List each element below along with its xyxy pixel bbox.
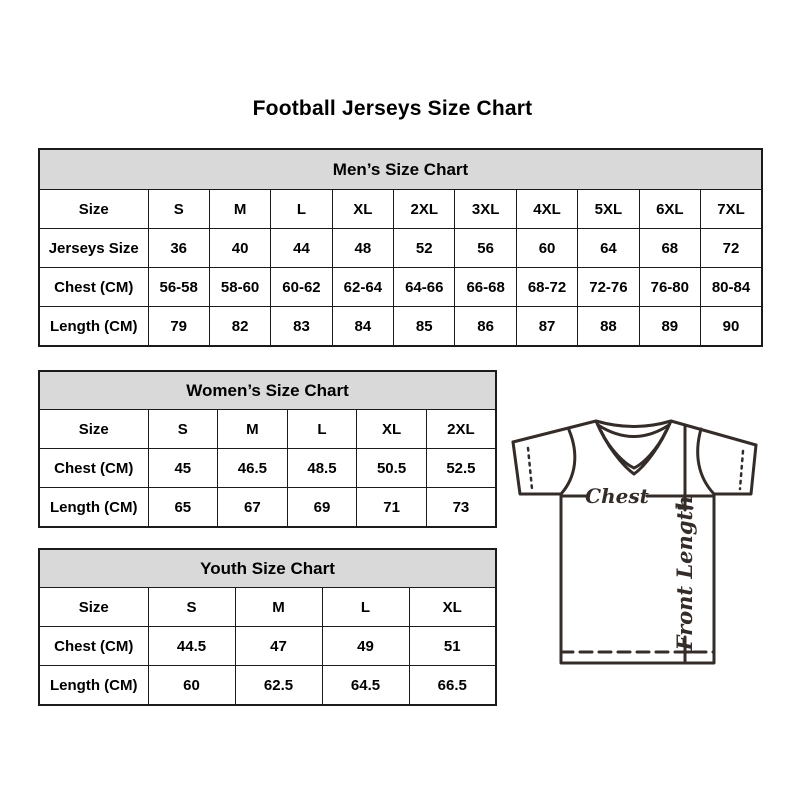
youth-size-table xyxy=(38,548,497,706)
value-cell: 52.5 xyxy=(426,449,496,488)
value-cell: 86 xyxy=(455,307,516,347)
table-row xyxy=(39,488,496,528)
value-cell: L xyxy=(322,588,409,627)
table-row xyxy=(39,449,496,488)
value-cell: 48 xyxy=(332,229,393,268)
row-label-cell: Size xyxy=(39,190,148,229)
right-cuff-stitch-line xyxy=(740,451,743,489)
jersey-left-sleeve-outline xyxy=(513,442,561,494)
table-header-row xyxy=(39,149,762,190)
table-row xyxy=(39,190,762,229)
jersey-measurement-diagram xyxy=(495,400,785,690)
womens-size-table xyxy=(38,370,497,528)
value-cell: 52 xyxy=(394,229,455,268)
value-cell: 2XL xyxy=(426,410,496,449)
value-cell: 58-60 xyxy=(209,268,270,307)
jersey-left-shoulder-line xyxy=(513,421,596,442)
page-title: Football Jerseys Size Chart xyxy=(252,97,533,120)
front-length-label: Front Length xyxy=(672,495,697,651)
value-cell: 47 xyxy=(235,627,322,666)
value-cell: 45 xyxy=(148,449,218,488)
value-cell: 64 xyxy=(578,229,639,268)
value-cell: 56-58 xyxy=(148,268,209,307)
value-cell: 69 xyxy=(287,488,357,528)
left-cuff-stitch-line xyxy=(528,448,532,489)
table-row xyxy=(39,229,762,268)
chest-label: Chest xyxy=(585,484,649,508)
row-label-cell: Chest (CM) xyxy=(39,268,148,307)
table-row xyxy=(39,307,762,347)
jersey-right-sleeve-seam xyxy=(698,429,714,494)
value-cell: S xyxy=(148,190,209,229)
row-label-cell: Chest (CM) xyxy=(39,627,148,666)
value-cell: M xyxy=(235,588,322,627)
value-cell: S xyxy=(148,410,218,449)
value-cell: 48.5 xyxy=(287,449,357,488)
value-cell: 62-64 xyxy=(332,268,393,307)
value-cell: L xyxy=(287,410,357,449)
jersey-left-sleeve-seam xyxy=(561,430,575,494)
table-row xyxy=(39,410,496,449)
value-cell: 65 xyxy=(148,488,218,528)
value-cell: 85 xyxy=(394,307,455,347)
value-cell: 3XL xyxy=(455,190,516,229)
value-cell: 68 xyxy=(639,229,700,268)
value-cell: 72 xyxy=(701,229,762,268)
value-cell: 82 xyxy=(209,307,270,347)
row-label-cell: Size xyxy=(39,588,148,627)
value-cell: 2XL xyxy=(394,190,455,229)
value-cell: XL xyxy=(409,588,496,627)
value-cell: 40 xyxy=(209,229,270,268)
value-cell: 84 xyxy=(332,307,393,347)
value-cell: 73 xyxy=(426,488,496,528)
table-row xyxy=(39,268,762,307)
jersey-right-sleeve-outline xyxy=(714,445,756,494)
value-cell: M xyxy=(218,410,288,449)
value-cell: 56 xyxy=(455,229,516,268)
value-cell: 7XL xyxy=(701,190,762,229)
row-label-cell: Jerseys Size xyxy=(39,229,148,268)
value-cell: 5XL xyxy=(578,190,639,229)
value-cell: 83 xyxy=(271,307,332,347)
row-label-cell: Chest (CM) xyxy=(39,449,148,488)
value-cell: 44 xyxy=(271,229,332,268)
value-cell: XL xyxy=(332,190,393,229)
value-cell: 87 xyxy=(516,307,577,347)
row-label-cell: Length (CM) xyxy=(39,666,148,706)
value-cell: 67 xyxy=(218,488,288,528)
table-row xyxy=(39,627,496,666)
table-title: Women’s Size Chart xyxy=(39,371,496,410)
value-cell: 68-72 xyxy=(516,268,577,307)
value-cell: L xyxy=(271,190,332,229)
value-cell: 71 xyxy=(357,488,427,528)
value-cell: XL xyxy=(357,410,427,449)
value-cell: 60 xyxy=(148,666,235,706)
value-cell: 80-84 xyxy=(701,268,762,307)
value-cell: 51 xyxy=(409,627,496,666)
value-cell: 88 xyxy=(578,307,639,347)
table-row xyxy=(39,666,496,706)
table-title: Youth Size Chart xyxy=(39,549,496,588)
value-cell: 36 xyxy=(148,229,209,268)
value-cell: 49 xyxy=(322,627,409,666)
value-cell: 50.5 xyxy=(357,449,427,488)
value-cell: 64-66 xyxy=(394,268,455,307)
value-cell: S xyxy=(148,588,235,627)
value-cell: 66.5 xyxy=(409,666,496,706)
row-label-cell: Size xyxy=(39,410,148,449)
value-cell: 60-62 xyxy=(271,268,332,307)
value-cell: 72-76 xyxy=(578,268,639,307)
value-cell: 46.5 xyxy=(218,449,288,488)
value-cell: 76-80 xyxy=(639,268,700,307)
value-cell: 90 xyxy=(701,307,762,347)
value-cell: 64.5 xyxy=(322,666,409,706)
value-cell: 79 xyxy=(148,307,209,347)
value-cell: 62.5 xyxy=(235,666,322,706)
value-cell: 44.5 xyxy=(148,627,235,666)
value-cell: M xyxy=(209,190,270,229)
value-cell: 89 xyxy=(639,307,700,347)
table-title: Men’s Size Chart xyxy=(39,149,762,190)
row-label-cell: Length (CM) xyxy=(39,488,148,528)
jersey-collar-top-arc xyxy=(596,421,671,427)
value-cell: 66-68 xyxy=(455,268,516,307)
mens-size-table xyxy=(38,148,763,347)
value-cell: 4XL xyxy=(516,190,577,229)
row-label-cell: Length (CM) xyxy=(39,307,148,347)
value-cell: 6XL xyxy=(639,190,700,229)
table-header-row xyxy=(39,371,496,410)
value-cell: 60 xyxy=(516,229,577,268)
table-header-row xyxy=(39,549,496,588)
table-row xyxy=(39,588,496,627)
